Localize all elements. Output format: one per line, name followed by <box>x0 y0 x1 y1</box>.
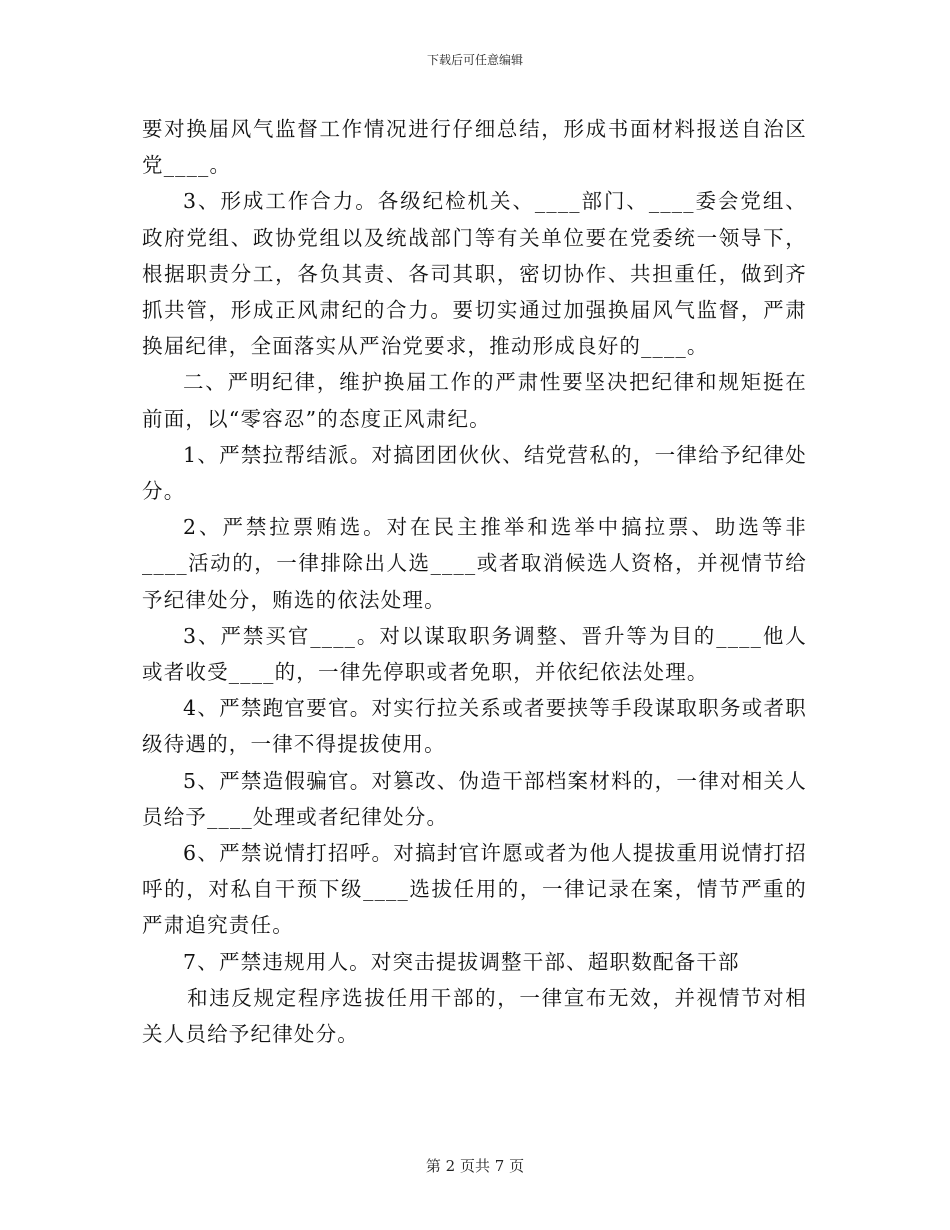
paragraph-1: 3、形成工作合力。各级纪检机关、____部门、____委会党组、政府党组、政协党组以及统战部门等有关单位要在党委统一领导下，根据职责分工，各负其责、各司其职，密切协作、共担重任，做到齐抓共管，形成正风肃纪的合力。要切实通过加强换届风气监督，严肃换届纪律，全面落实从严治党要求，推动形成良好的____。 <box>142 189 807 359</box>
document-body <box>142 111 807 1052</box>
paragraph-6: 4、严禁跑官要官。对实行拉关系或者要挟等手段谋取职务或者职级待遇的，一律不得提拔使用。 <box>142 696 807 757</box>
paragraph-0: 要对换届风气监督工作情况进行仔细总结，形成书面材料报送自治区党____。 <box>142 117 807 178</box>
page-header: 下载后可任意编辑 <box>426 53 523 67</box>
page-number: 第 2 页共 7 页 <box>425 1157 525 1175</box>
paragraph-10: 和违反规定程序选拔任用干部的，一律宣布无效，并视情节对相关人员给予纪律处分。 <box>142 985 807 1047</box>
paragraph-3: 1、严禁拉帮结派。对搞团团伙伙、结党营私的，一律给予纪律处分。 <box>142 442 807 504</box>
paragraph-4: 2、严禁拉票贿选。对在民主推举和选举中搞拉票、助选等非____活动的，一律排除出人选____或者取消候选人资格，并视情节给予纪律处分，贿选的依法处理。 <box>142 515 807 612</box>
paragraph-8: 6、严禁说情打招呼。对搞封官许愿或者为他人提拔重用说情打招呼的，对私自干预下级____选拔任用的，一律记录在案，情节严重的严肃追究责任。 <box>142 841 807 938</box>
paragraph-5: 3、严禁买官____。对以谋取职务调整、晋升等为目的____他人或者收受____的，一律先停职或者免职，并依纪依法处理。 <box>142 623 807 685</box>
paragraph-7: 5、严禁造假骗官。对篡改、伪造干部档案材料的，一律对相关人员给予____处理或者纪律处分。 <box>142 768 807 829</box>
paragraph-9: 7、严禁违规用人。对突击提拔调整干部、超职数配备干部 <box>183 949 740 974</box>
paragraph-2: 二、严明纪律，维护换届工作的严肃性要坚决把纪律和规矩挺在前面，以“零容忍”的态度正风肃纪。 <box>142 370 807 431</box>
